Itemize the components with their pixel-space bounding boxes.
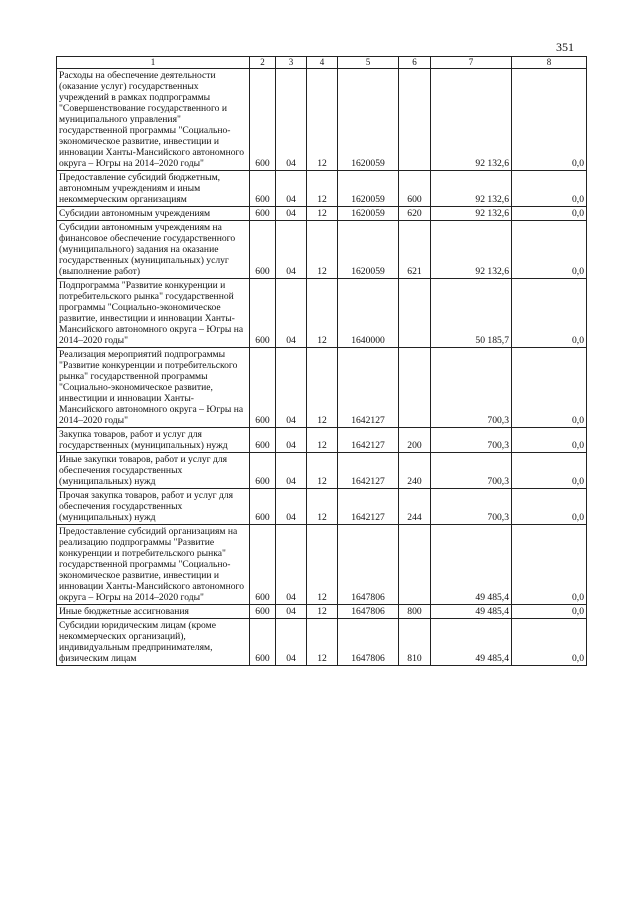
cell-type [399,525,431,605]
cell-section: 04 [276,525,307,605]
table-row [57,428,587,453]
cell-amount-2: 0,0 [512,348,587,428]
cell-subsection: 12 [307,428,338,453]
cell-target: 1642127 [338,428,399,453]
cell-amount-2: 0,0 [512,605,587,619]
column-header: 4 [307,57,338,69]
cell-amount: 700,3 [431,428,512,453]
cell-ministry: 600 [250,619,276,666]
cell-amount: 49 485,4 [431,619,512,666]
row-name: Предоставление субсидий бюджетным, автономным учреждениям и иным некоммерческим организациям [57,171,250,207]
cell-target: 1647806 [338,605,399,619]
cell-amount: 92 132,6 [431,69,512,171]
cell-section: 04 [276,428,307,453]
cell-target: 1642127 [338,348,399,428]
cell-ministry: 600 [250,207,276,221]
cell-subsection: 12 [307,619,338,666]
row-name: Предоставление субсидий организациям на реализацию подпрограммы "Развитие конкуренции и потребительского рынка" государственной программы "Социально-экономическое развитие, инвестиции и инновации Ханты-Мансийского автономного округа – Югры на 2014–2020 годы" [57,525,250,605]
cell-target: 1640000 [338,279,399,348]
cell-ministry: 600 [250,221,276,279]
cell-type [399,69,431,171]
header-row [57,57,587,69]
cell-amount-2: 0,0 [512,207,587,221]
cell-type: 600 [399,171,431,207]
cell-amount: 49 485,4 [431,525,512,605]
cell-type [399,279,431,348]
cell-amount: 700,3 [431,453,512,489]
table-row [57,619,587,666]
cell-amount-2: 0,0 [512,171,587,207]
cell-amount-2: 0,0 [512,69,587,171]
cell-target: 1647806 [338,619,399,666]
cell-amount: 700,3 [431,348,512,428]
cell-type: 621 [399,221,431,279]
cell-ministry: 600 [250,489,276,525]
row-name: Расходы на обеспечение деятельности (оказание услуг) государственных учреждений в рамках подпрограммы "Совершенствование государственного и муниципального управления" государственной программы "Социально-экономическое развитие, инвестиции и инновации Ханты-Мансийского автономного округа – Югры на 2014–2020 годы" [57,69,250,171]
column-header: 3 [276,57,307,69]
cell-section: 04 [276,619,307,666]
cell-amount-2: 0,0 [512,453,587,489]
column-header: 2 [250,57,276,69]
cell-section: 04 [276,279,307,348]
cell-subsection: 12 [307,453,338,489]
cell-target: 1642127 [338,453,399,489]
cell-amount-2: 0,0 [512,489,587,525]
column-header: 1 [57,57,250,69]
cell-subsection: 12 [307,207,338,221]
cell-ministry: 600 [250,605,276,619]
table-row [57,605,587,619]
table-row [57,348,587,428]
cell-subsection: 12 [307,348,338,428]
row-name: Субсидии автономным учреждениям [57,207,250,221]
cell-ministry: 600 [250,525,276,605]
cell-section: 04 [276,489,307,525]
budget-table [56,56,587,666]
column-header: 7 [431,57,512,69]
cell-subsection: 12 [307,221,338,279]
cell-target: 1642127 [338,489,399,525]
cell-amount-2: 0,0 [512,525,587,605]
row-name: Иные закупки товаров, работ и услуг для обеспечения государственных (муниципальных) нужд [57,453,250,489]
table-row [57,171,587,207]
table-row [57,69,587,171]
cell-amount-2: 0,0 [512,619,587,666]
cell-target: 1620059 [338,69,399,171]
cell-subsection: 12 [307,171,338,207]
cell-type: 800 [399,605,431,619]
column-header: 6 [399,57,431,69]
row-name: Иные бюджетные ассигнования [57,605,250,619]
table-row [57,221,587,279]
cell-type: 244 [399,489,431,525]
table-row [57,453,587,489]
table-row [57,279,587,348]
cell-ministry: 600 [250,69,276,171]
cell-ministry: 600 [250,348,276,428]
cell-section: 04 [276,605,307,619]
cell-ministry: 600 [250,279,276,348]
cell-amount-2: 0,0 [512,221,587,279]
cell-amount: 49 485,4 [431,605,512,619]
cell-ministry: 600 [250,453,276,489]
row-name: Субсидии юридическим лицам (кроме некоммерческих организаций), индивидуальным предпринимателям, физическим лицам [57,619,250,666]
cell-ministry: 600 [250,428,276,453]
cell-amount: 700,3 [431,489,512,525]
cell-amount-2: 0,0 [512,428,587,453]
cell-amount: 92 132,6 [431,171,512,207]
cell-amount: 92 132,6 [431,207,512,221]
cell-target: 1620059 [338,221,399,279]
row-name: Прочая закупка товаров, работ и услуг для обеспечения государственных (муниципальных) нужд [57,489,250,525]
cell-type: 200 [399,428,431,453]
cell-target: 1647806 [338,525,399,605]
cell-section: 04 [276,348,307,428]
cell-target: 1620059 [338,207,399,221]
cell-subsection: 12 [307,489,338,525]
cell-section: 04 [276,171,307,207]
row-name: Реализация мероприятий подпрограммы "Развитие конкуренции и потребительского рынка" государственной программы "Социально-экономическое развитие, инвестиции и инновации Ханты-Мансийского автономного округа – Югры на 2014–2020 годы" [57,348,250,428]
table-row [57,207,587,221]
cell-section: 04 [276,69,307,171]
cell-amount: 92 132,6 [431,221,512,279]
cell-amount: 50 185,7 [431,279,512,348]
cell-type: 240 [399,453,431,489]
column-header: 8 [512,57,587,69]
row-name: Субсидии автономным учреждениям на финансовое обеспечение государственного (муниципального) задания на оказание государственных (муниципальных) услуг (выполнение работ) [57,221,250,279]
cell-type [399,348,431,428]
row-name: Подпрограмма "Развитие конкуренции и потребительского рынка" государственной программы "Социально-экономическое развитие, инвестиции и инновации Ханты-Мансийского автономного округа – Югры на 2014–2020 годы" [57,279,250,348]
table-row [57,525,587,605]
cell-subsection: 12 [307,279,338,348]
cell-subsection: 12 [307,69,338,171]
cell-target: 1620059 [338,171,399,207]
cell-subsection: 12 [307,605,338,619]
cell-ministry: 600 [250,171,276,207]
cell-section: 04 [276,207,307,221]
cell-section: 04 [276,453,307,489]
cell-section: 04 [276,221,307,279]
page-number: 351 [556,40,574,54]
row-name: Закупка товаров, работ и услуг для государственных (муниципальных) нужд [57,428,250,453]
column-header: 5 [338,57,399,69]
cell-amount-2: 0,0 [512,279,587,348]
cell-type: 810 [399,619,431,666]
cell-subsection: 12 [307,525,338,605]
cell-type: 620 [399,207,431,221]
table-row [57,489,587,525]
